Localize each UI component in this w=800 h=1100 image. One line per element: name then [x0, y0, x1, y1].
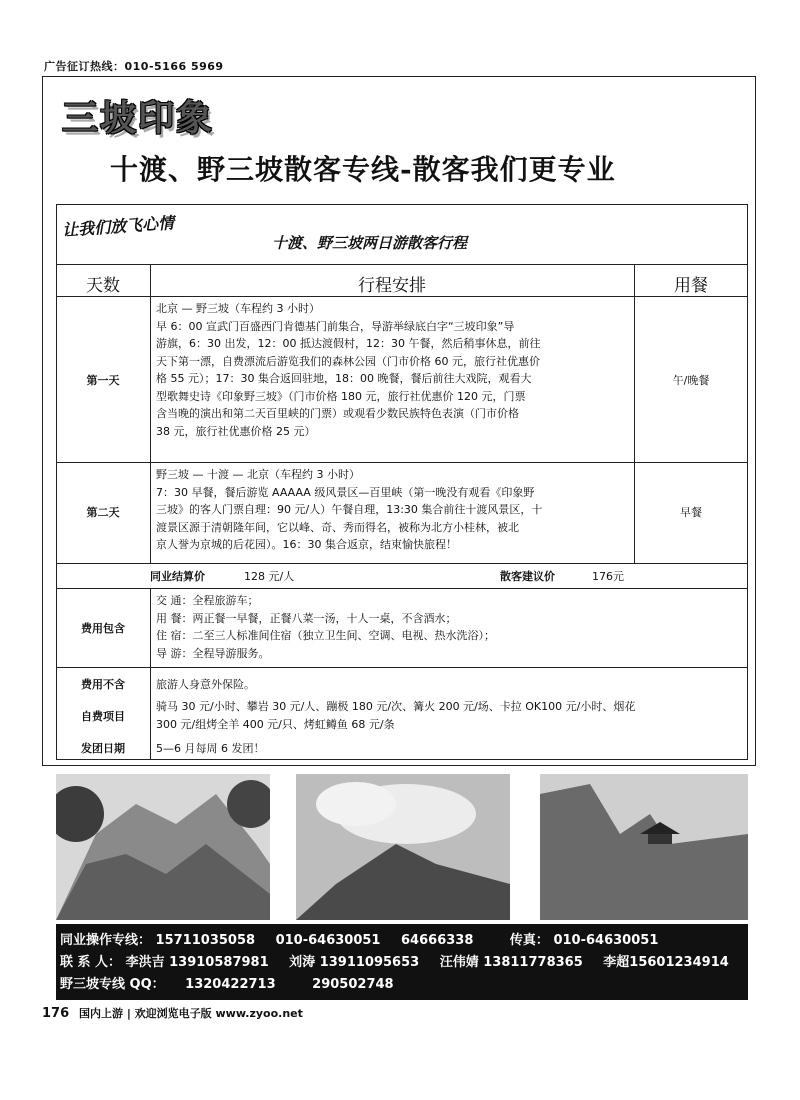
ops-phone: 010-64630051 [275, 933, 381, 948]
photo-mountain-peaks [56, 774, 270, 920]
qq-number: 1320422713 [185, 977, 276, 992]
site-link[interactable]: 欢迎浏览电子版 www.zyoo.net [134, 1007, 303, 1020]
table-rule [56, 667, 748, 668]
contact-person: 汪伟婧 13811778365 [439, 955, 583, 970]
day1-label: 第一天 [86, 374, 120, 387]
contact-person: 刘涛 13911095653 [289, 955, 420, 970]
day2-schedule [156, 466, 632, 554]
peer-price-value: 128 元/人 [244, 570, 295, 583]
header-schedule: 行程安排 [358, 276, 426, 296]
included-line: 交 通：全程旅游车； [156, 594, 259, 607]
ops-line-label: 同业操作专线： [60, 933, 152, 948]
included-label: 费用包含 [81, 622, 125, 635]
schedule-line: 型歌舞史诗《印象野三坡》（门市价格 180 元，旅行社优惠价 120 元，门票 [156, 389, 526, 403]
qq-label: 野三坡专线 QQ： [60, 977, 165, 992]
slogan-left: 让我们放飞心情 [61, 213, 175, 240]
table-rule [56, 462, 748, 463]
schedule-line: 含当晚的演出和第二天百里峡的门票）或观看少数民族特色表演（门市价格 [156, 407, 519, 420]
schedule-line: 7：30 早餐，餐后游览 AAAAA 级风景区—百里峡（第一晚没有观看《印象野 [156, 485, 535, 499]
day1-meals: 午/晚餐 [672, 374, 710, 387]
optional-line: 300 元/组烤全羊 400 元/只、烤虹鳟鱼 68 元/条 [156, 717, 395, 731]
optional-line: 骑马 30 元/小时、攀岩 30 元/人、蹦极 180 元/次、篝火 200 元/场、卡拉 OK100 元/小时、烟花 [156, 700, 636, 713]
header-meals: 用餐 [674, 276, 708, 296]
schedule-line: 野三坡 — 十渡 — 北京（车程约 3 小时） [156, 468, 360, 481]
dates-text: 5—6 月每周 6 发团！ [156, 742, 265, 755]
itinerary-title: 十渡、野三坡两日游散客行程 [272, 234, 468, 252]
optional-list [156, 698, 746, 733]
page-footer: 176 国内上游 | 欢迎浏览电子版 www.zyoo.net [42, 1006, 303, 1021]
schedule-line: 38 元，旅行社优惠价格 25 元） [156, 424, 316, 438]
contact-bar [56, 924, 748, 1000]
schedule-line: 早 6：00 宣武门百盛西门肯德基门前集合，导游举绿底白字“三坡印象”导 [156, 319, 515, 333]
day2-meals: 早餐 [680, 506, 702, 519]
schedule-line: 天下第一漂，自费漂流后游览我们的森林公园（门市价格 60 元，旅行社优惠价 [156, 354, 540, 368]
section-name: 国内上游 [78, 1007, 123, 1020]
qq-number: 290502748 [312, 977, 394, 992]
included-line: 用 餐：两正餐一早餐，正餐八菜一汤，十人一桌，不含酒水； [156, 611, 457, 625]
header-days: 天数 [86, 276, 120, 296]
included-list [156, 592, 746, 662]
day2-label: 第二天 [86, 506, 120, 519]
table-rule [56, 588, 748, 589]
contact-person-label: 联 系 人： [60, 955, 122, 970]
ops-phone: 64666338 [401, 933, 474, 948]
brand-logo: 三坡印象 [62, 97, 215, 139]
schedule-line: 京人誉为京城的后花园）。16：30 集合返京，结束愉快旅程！ [156, 538, 457, 551]
peer-price-label: 同业结算价 [150, 570, 205, 583]
table-rule [150, 588, 151, 760]
fax-label: 传真： [509, 933, 549, 948]
table-rule [150, 264, 151, 563]
excluded-label: 费用不含 [81, 678, 125, 691]
ops-phone: 15711035058 [155, 933, 256, 948]
ad-hotline: 广告征订热线：010-5166 5969 [44, 60, 224, 73]
table-rule [56, 296, 748, 297]
table-rule [56, 563, 748, 564]
schedule-line: 三坡》的客人门票自理：90 元/人）午餐自理，13:30 集合前往十渡风景区，十 [156, 503, 543, 516]
page-number: 176 [42, 1006, 70, 1021]
contact-person: 李超15601234914 [603, 955, 729, 970]
optional-label: 自费项目 [81, 710, 125, 723]
schedule-line: 格 55 元）；17：30 集合返回驻地，18：00 晚餐，餐后前往大戏院，观看大 [156, 372, 532, 385]
day1-schedule [156, 300, 632, 440]
retail-price-value: 176元 [592, 570, 624, 583]
included-line: 住 宿：二至三人标准间住宿（独立卫生间、空调、电视、热水洗浴）； [156, 629, 495, 642]
page-headline: 十渡、野三坡散客专线-散客我们更专业 [110, 153, 616, 186]
photo-cliff-pavilion [540, 774, 748, 920]
retail-price-label: 散客建议价 [500, 570, 555, 583]
schedule-line: 北京 — 野三坡（车程约 3 小时） [156, 302, 320, 315]
schedule-line: 渡景区源于清朝隆年间，它以峰、奇、秀而得名，被称为北方小桂林，被北 [156, 520, 519, 534]
photo-ridge-clouds [296, 774, 510, 920]
schedule-line: 游旗，6：30 出发，12：00 抵达渡假村，12：30 午餐，然后稍事休息，前往 [156, 337, 541, 350]
fax-number: 010-64630051 [553, 933, 659, 948]
contact-person: 李洪吉 13910587981 [125, 955, 269, 970]
included-line: 导 游：全程导游服务。 [156, 646, 270, 660]
excluded-text: 旅游人身意外保险。 [156, 678, 255, 691]
dates-label: 发团日期 [81, 742, 125, 755]
table-rule [56, 264, 748, 265]
